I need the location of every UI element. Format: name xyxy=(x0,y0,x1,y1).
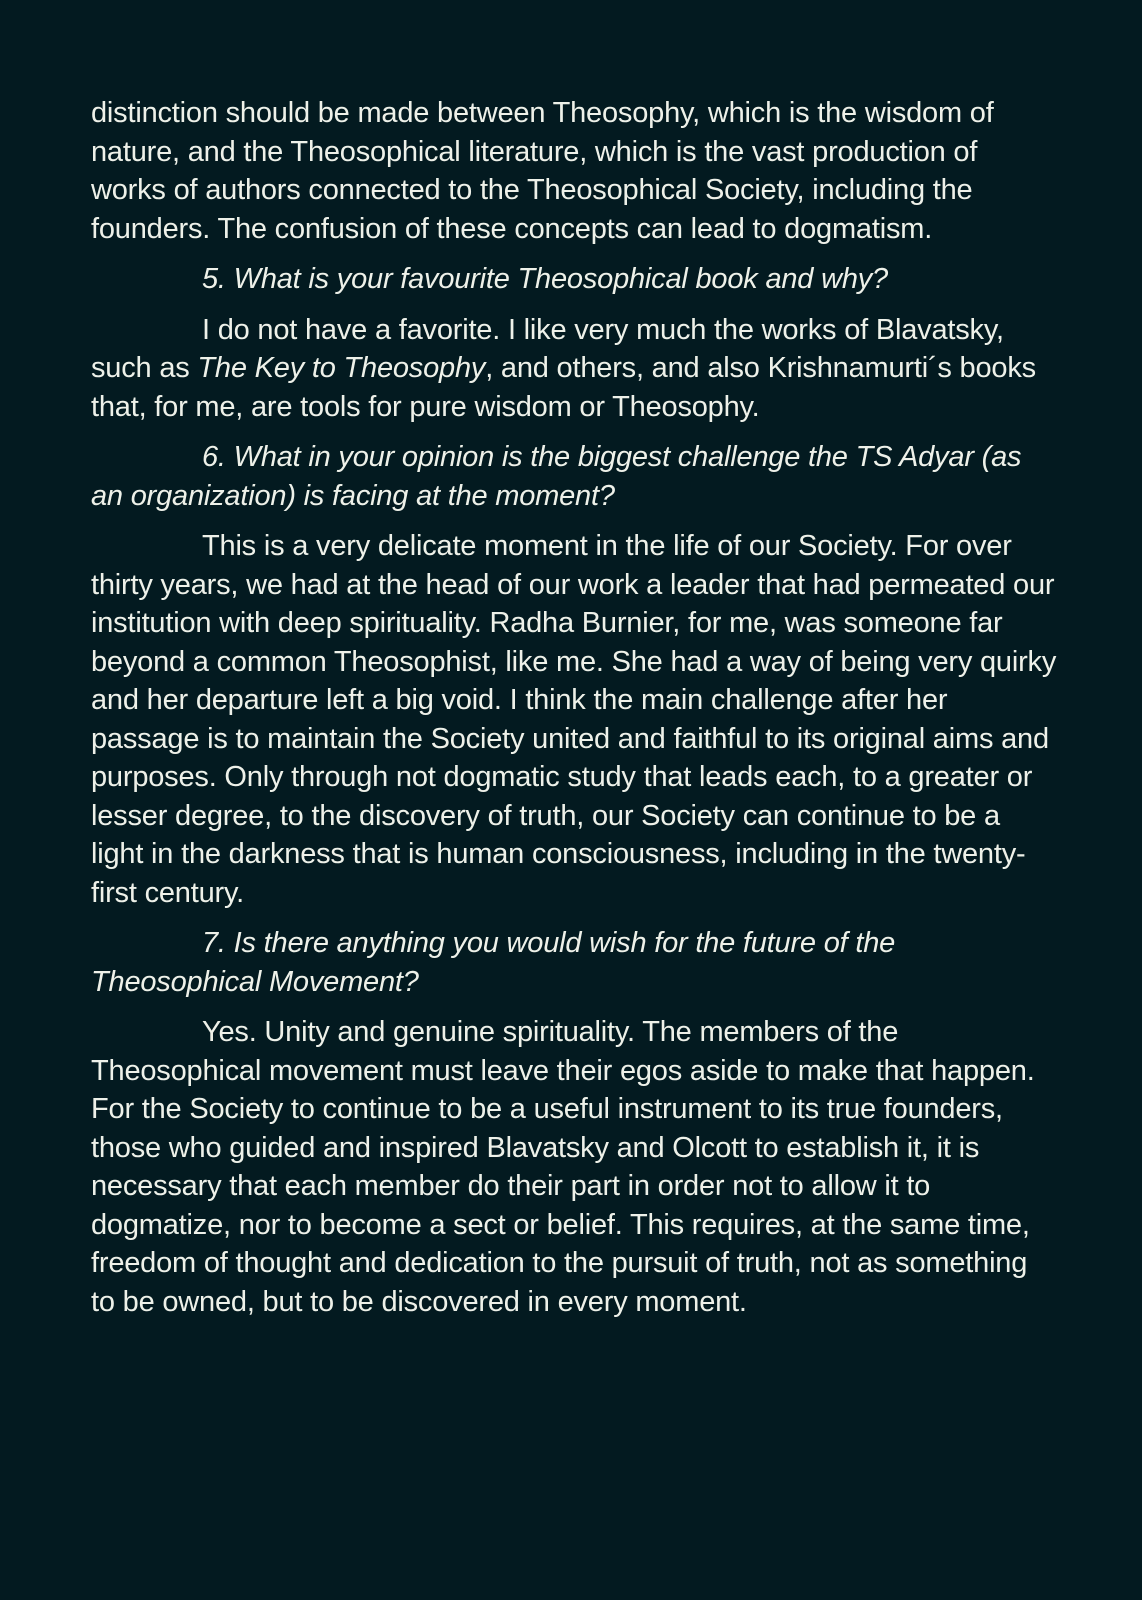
answer-text: Yes. Unity and genuine spirituality. The members of the Theosophical movement must leave their egos aside to make that happen. For the Society to continue to be a useful instrument to its true founders, those who guided and inspired Blavatsky and Olcott to establish it, it is necessary that each member do their part in order not to allow it to dogmatize, nor to become a sect or belief. This requires, at the same time, freedom of thought and dedication to the pursuit of truth, not as something to be owned, but to be discovered in every moment. xyxy=(91,1016,1035,1318)
question-biggest-challenge xyxy=(91,438,1057,515)
question-text: 5. What is your favourite Theosophical book and why? xyxy=(202,263,888,295)
answer-biggest-challenge xyxy=(91,527,1057,912)
question-future-wish xyxy=(91,924,1057,1001)
answer-text: This is a very delicate moment in the life of our Society. For over thirty years, we had at the head of our work a leader that had permeated our institution with deep spirituality. Radha Burnier, for me, was someone far beyond a common Theosophist, like me. She had a way of being very quirky and her departure left a big void. I think the main challenge after her passage is to maintain the Society united and faithful to its original aims and purposes. Only through not dogmatic study that leads each, to a greater or lesser degree, to the discovery of truth, our Society can continue to be a light in the darkness that is human consciousness, including in the twenty-first century. xyxy=(91,530,1057,909)
question-text: 6. What in your opinion is the biggest challenge the TS Adyar (as an organization) is facing at the moment? xyxy=(91,441,1022,512)
question-text: 7. Is there anything you would wish for the future of the Theosophical Movement? xyxy=(91,927,896,998)
answer-future-wish xyxy=(91,1013,1057,1321)
paragraph-theosophy-distinction xyxy=(91,94,1057,248)
answer-text-before-title: I do not have a favorite. I like very much the works of Blavatsky, such as xyxy=(91,313,1004,384)
answer-favourite-book xyxy=(91,311,1057,427)
question-favourite-book xyxy=(91,260,1057,299)
answer-text-after-title: , and others, and also Krishnamurti´s books that, for me, are tools for pure wisdom or Theosophy. xyxy=(91,352,1036,423)
book-title: The Key to Theosophy xyxy=(197,352,486,384)
paragraph-text: distinction should be made between Theosophy, which is the wisdom of nature, and the Theosophical literature, which is the vast production of works of authors connected to the Theosophical Society, including the founders. The confusion of these concepts can lead to dogmatism. xyxy=(91,97,994,245)
article-body xyxy=(91,94,1057,1333)
